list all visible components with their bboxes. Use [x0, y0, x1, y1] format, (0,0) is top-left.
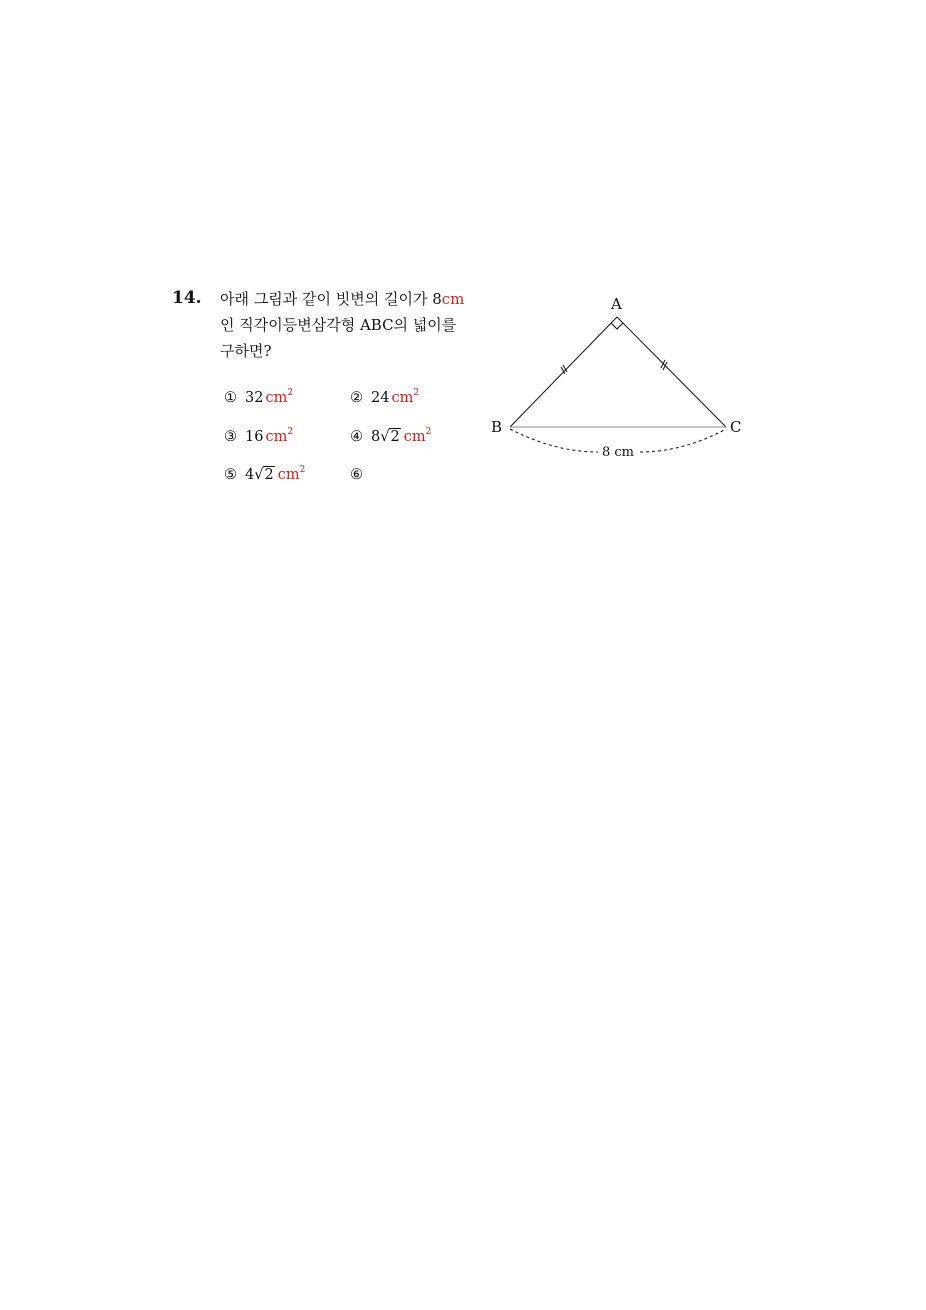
sqrt-symbol: √2 [380, 429, 400, 445]
choice-2-value: 24 [371, 390, 390, 406]
vertex-label-c: C [730, 418, 742, 436]
choice-2-exp: 2 [413, 388, 420, 399]
dimension-arc-left [510, 429, 598, 452]
choice-2-mark: ② [350, 390, 363, 406]
question-number: 14. [172, 288, 202, 308]
stem-line-3: 구하면? [220, 342, 272, 360]
choice-5-radicand: 2 [264, 467, 274, 483]
choice-5-coef: 4 [245, 467, 255, 483]
choice-5-exp: 2 [299, 465, 306, 476]
choice-4-mark: ④ [350, 429, 363, 445]
choice-4-coef: 8 [371, 429, 381, 445]
tick-marks-ab [561, 365, 567, 374]
vertex-label-a: A [611, 295, 622, 313]
choice-5-unit: cm [277, 467, 300, 483]
choice-4-exp: 2 [425, 427, 432, 438]
choice-4-unit: cm [403, 429, 426, 445]
choice-1-unit: cm [265, 390, 288, 406]
choice-2-unit: cm [391, 390, 414, 406]
dimension-arc-right [640, 429, 726, 452]
base-length-label: 8 cm [602, 445, 635, 460]
stem-line-1: 아래 그림과 같이 빗변의 길이가 8 [220, 290, 442, 308]
choice-5-mark: ⑤ [224, 467, 237, 483]
choice-1-exp: 2 [287, 388, 294, 399]
choice-3-value: 16 [245, 429, 264, 445]
choice-1-value: 32 [245, 390, 264, 406]
choice-4-radicand: 2 [390, 429, 400, 445]
side-ac [617, 317, 726, 427]
sqrt-symbol: √2 [254, 467, 274, 483]
choice-3-mark: ③ [224, 429, 237, 445]
choice-3-exp: 2 [287, 427, 294, 438]
choice-3-unit: cm [265, 429, 288, 445]
vertex-label-b: B [491, 418, 503, 436]
stem-line-2: 인 직각이등변삼각형 ABC의 넓이를 [220, 316, 457, 334]
choice-1-mark: ① [224, 390, 237, 406]
stem-unit: cm [441, 290, 465, 308]
right-angle-marker [611, 323, 623, 329]
choice-6-mark: ⑥ [350, 467, 363, 483]
